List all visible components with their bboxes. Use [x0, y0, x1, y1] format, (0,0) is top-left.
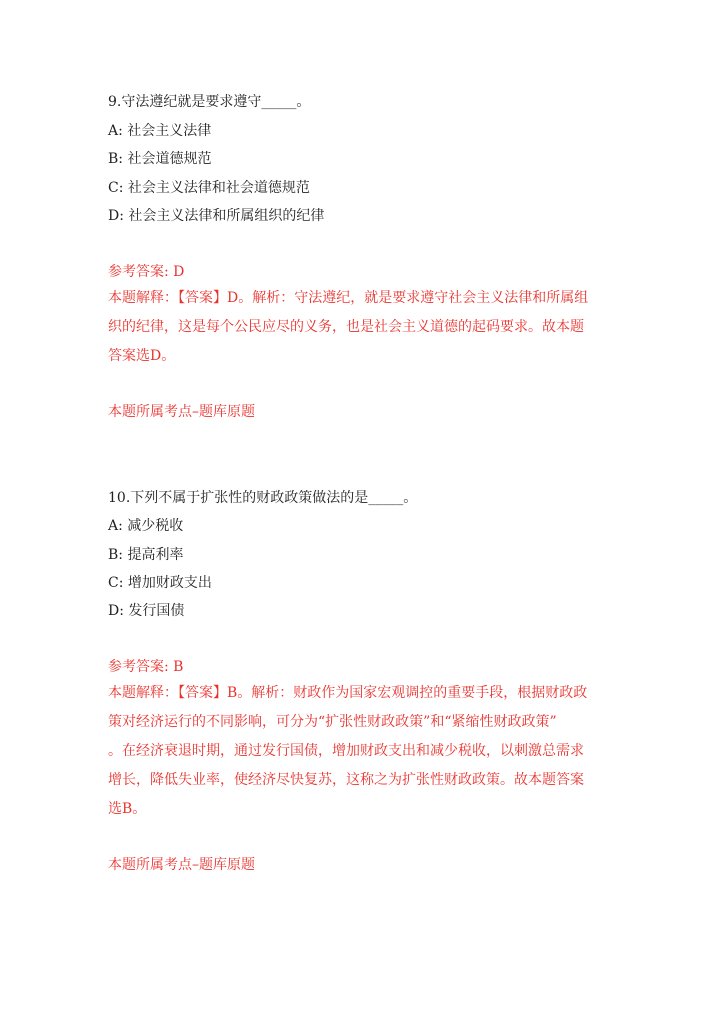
explanation-line: 答案选D。	[108, 348, 176, 364]
source-note: 本题所属考点–题库原题	[108, 857, 255, 873]
question-stem: 10.下列不属于扩张性的财政政策做法的是_____。	[108, 490, 418, 506]
explanation-line: 策对经济运行的不同影响，可分为“扩张性财政政策”和“紧缩性财政政策”	[108, 714, 557, 730]
option-b: B: 提高利率	[108, 547, 184, 563]
explanation-line: 本题解释：【答案】B。解析：财政作为国家宏观调控的重要手段，根据财政政	[108, 685, 588, 701]
source-note: 本题所属考点–题库原题	[108, 404, 255, 420]
option-b: B: 社会道德规范	[108, 151, 212, 167]
option-a: A: 减少税收	[108, 518, 184, 534]
explanation-line: 增长，降低失业率，使经济尽快复苏，这称之为扩张性财政政策。故本题答案	[108, 772, 584, 788]
option-d: D: 发行国债	[108, 603, 185, 619]
option-a: A: 社会主义法律	[108, 123, 212, 139]
option-c: C: 增加财政支出	[108, 575, 212, 591]
answer-label: 参考答案: D	[108, 264, 185, 280]
answer-label: 参考答案: B	[108, 659, 184, 675]
explanation-line: 选B。	[108, 801, 147, 817]
option-d: D: 社会主义法律和所属组织的纪律	[108, 208, 325, 224]
explanation-line: 。在经济衰退时期，通过发行国债，增加财政支出和减少税收，以刺激总需求	[108, 743, 584, 759]
explanation-line: 织的纪律，这是每个公民应尽的义务，也是社会主义道德的起码要求。故本题	[108, 319, 584, 335]
explanation	[108, 679, 608, 824]
explanation-line: 本题解释：【答案】D。解析：守法遵纪，就是要求遵守社会主义法律和所属组	[108, 290, 589, 306]
option-c: C: 社会主义法律和社会道德规范	[108, 180, 310, 196]
explanation	[108, 284, 608, 371]
question-stem: 9.守法遵纪就是要求遵守_____。	[108, 94, 311, 110]
